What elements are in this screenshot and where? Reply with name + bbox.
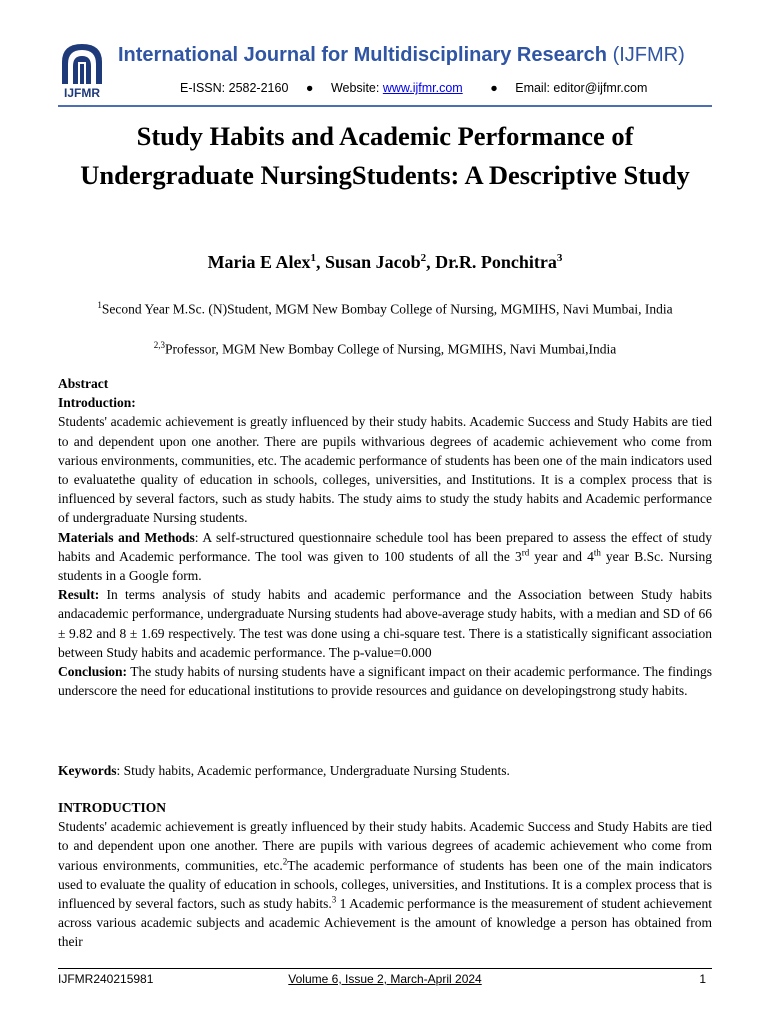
author-sup: 1	[310, 252, 317, 264]
methods-sup: th	[593, 547, 601, 558]
affiliation-text: Second Year M.Sc. (N)Student, MGM New Bombay College of Nursing, MGMIHS, Navi Mumbai, India	[101, 301, 673, 317]
affiliation-sup: 2,3	[153, 340, 165, 350]
page-number: 1	[699, 972, 706, 986]
abstract-intro-paragraph: Students' academic achievement is greatly influenced by their study habits. Academic Success and Study Habits are tied to and dependent upon one another. There are pupils withvarious degrees of academic achievement who come from various environments, communities, etc. The academic performance of students has been one of the main indicators used to evaluatethe quality of education in schools, colleges, universities, and Institutions. It is a complex process that is influenced by several factors, such as study habits. The study aims to study the study habits and Academic performance of undergraduate Nursing students.	[58, 414, 712, 526]
logo-text: IJFMR	[64, 86, 100, 100]
citation-sup: 2	[282, 856, 288, 867]
journal-abbr: (IJFMR)	[612, 44, 685, 66]
header-divider	[58, 105, 712, 107]
abstract-conclusion-paragraph	[58, 662, 712, 700]
intro-text: 1 Academic performance is the measurement of student achievement across various academic subjects and academic Achievement is the amount of knowledge a person has obtained from their	[58, 896, 713, 950]
author-sup: 3	[556, 252, 563, 264]
introduction-paragraph	[58, 817, 712, 951]
paper-title: Study Habits and Academic Performance of Undergraduate NursingStudents: A Descriptive Study	[80, 121, 690, 190]
bullet-icon: ●	[490, 81, 498, 95]
journal-header	[58, 40, 718, 100]
intro-text: The academic performance of students has been one of the main indicators used to evaluate the quality of education in schools, colleges, universities, and Institutions. It is a complex process that is influenced by several factors, such as study habits.	[58, 857, 712, 912]
methods-sup: rd	[521, 547, 530, 558]
email-text: Email: editor@ijfmr.com	[515, 81, 648, 95]
methods-text: year B.Sc. Nursing students in a Google form.	[58, 548, 712, 584]
intro-text: Students' academic achievement is greatly influenced by their study habits. Academic Success and Study Habits are tied to and dependent upon one another. There are pupils with various degrees of academic achievement who come from various environments, communities, etc.	[58, 819, 712, 873]
footer-divider	[58, 968, 712, 969]
affiliation-2	[58, 336, 712, 359]
page-footer	[58, 972, 712, 990]
journal-title	[118, 44, 685, 67]
introduction-section	[58, 798, 712, 952]
conclusion-text: The study habits of nursing students have a significant impact on their academic performance. The findings underscore the need for educational institutions to provide resources and guidance on developingstrong study habits.	[58, 664, 712, 699]
affiliation-text: Professor, MGM New Bombay College of Nursing, MGMIHS, Navi Mumbai,India	[164, 341, 617, 357]
keywords-heading: Keywords	[58, 763, 117, 778]
abstract-methods-paragraph	[58, 528, 712, 586]
author-name: Dr.R. Ponchitra	[435, 252, 557, 272]
conclusion-heading: Conclusion:	[58, 664, 128, 680]
methods-text: year and 4	[529, 548, 594, 564]
methods-heading: Materials and Methods	[58, 529, 195, 545]
affiliation-sup: 1	[97, 300, 102, 310]
abstract-heading: Abstract	[58, 376, 109, 391]
journal-title-text: International Journal for Multidisciplinary Research	[118, 44, 607, 66]
author-sup: 2	[420, 252, 427, 264]
journal-logo-icon	[58, 40, 106, 100]
result-text: In terms analysis of study habits and academic performance and the Association between Study habits andacademic performance, undergraduate Nursing students had above-average study habits, with a median and SD of 66 ± 9.82 and 8 ± 1.69 respectively. The test was done using a chi-square test. There is a statistically significant association between Study habits and academic performance. The p-value=0.000	[58, 587, 712, 660]
introduction-heading: INTRODUCTION	[58, 800, 167, 815]
volume-info: Volume 6, Issue 2, March-April 2024	[288, 972, 482, 986]
author-list: Maria E Alex$^1$, Susan Jacob$^2$, Dr.R. Ponchitra$^3$	[207, 252, 563, 272]
bullet-icon: ●	[305, 81, 314, 95]
website-label: Website:	[330, 81, 380, 95]
citation-sup: 3	[331, 894, 337, 905]
eissn-text: E-ISSN: 2582-2160	[180, 81, 289, 95]
keywords-text: : Study habits, Academic performance, Undergraduate Nursing Students.	[116, 763, 510, 778]
keywords-line	[58, 761, 712, 780]
abstract-result-paragraph	[58, 585, 712, 662]
journal-info-line	[180, 81, 647, 95]
website-link[interactable]: www.ijfmr.com	[382, 81, 463, 95]
methods-text: : A self-structured questionnaire schedule tool has been prepared to assess the effect of study habits and Academic performance. The tool was given to 100 students of all the 3	[58, 529, 712, 564]
affiliation-1	[58, 296, 712, 319]
paper-id: IJFMR240215981	[58, 972, 154, 986]
introduction-subheading: Introduction:	[58, 395, 136, 411]
abstract-section	[58, 374, 712, 700]
author-name: Maria E Alex	[207, 252, 311, 272]
author-name: Susan Jacob	[325, 252, 421, 272]
result-heading: Result:	[58, 587, 100, 603]
